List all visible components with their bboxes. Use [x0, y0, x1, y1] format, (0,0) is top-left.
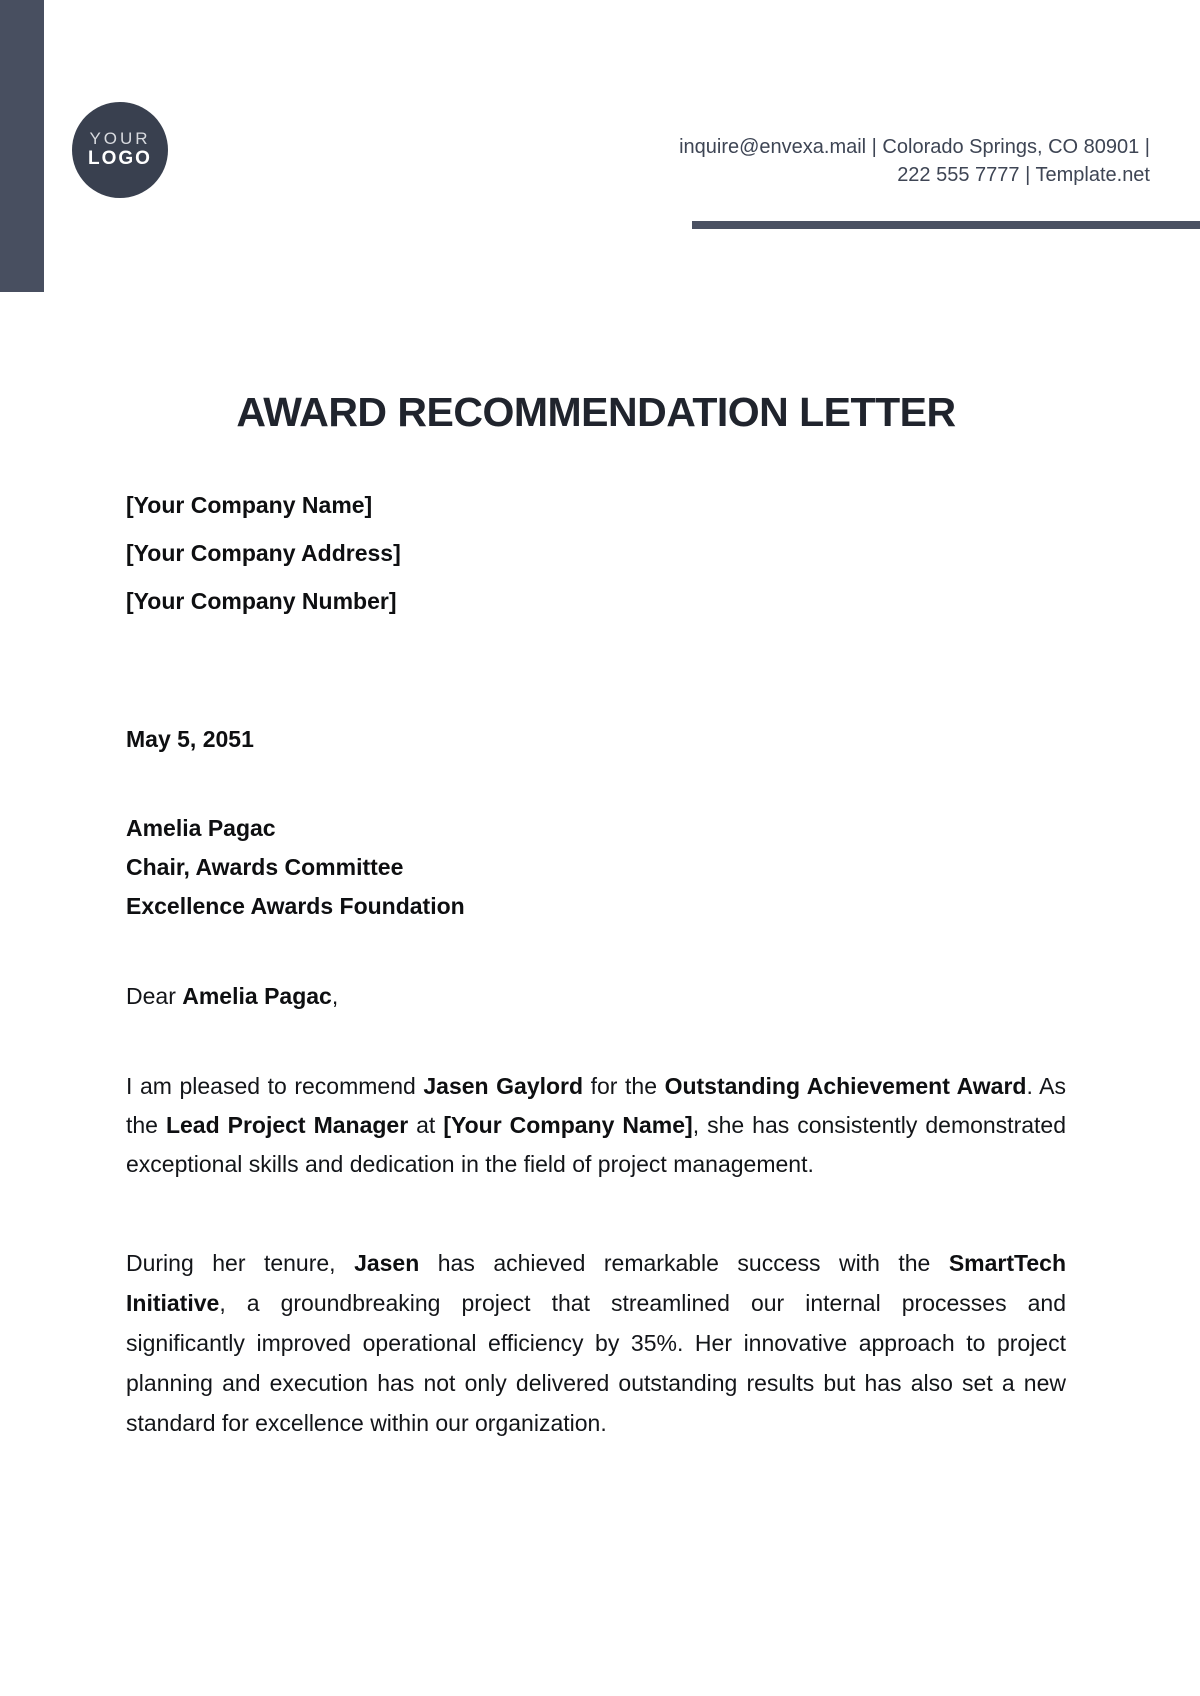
sender-company-name: [Your Company Name]: [126, 492, 373, 518]
salutation-suffix: ,: [331, 983, 339, 1009]
text-run: standard for excellence within our organization.: [126, 1410, 607, 1436]
recipient-block: [126, 814, 1066, 920]
bold-text-run: Jasen Gaylord: [423, 1073, 584, 1099]
bold-text-run: Outstanding Achievement Award: [664, 1073, 1027, 1099]
bold-text-run: Jasen: [354, 1250, 420, 1276]
contact-line-2: 222 555 7777 | Template.net: [897, 164, 1150, 186]
salutation: [126, 982, 1066, 1010]
recipient-title: Chair, Awards Committee: [126, 854, 404, 880]
text-run: During her tenure,: [126, 1250, 355, 1276]
text-run: the: [126, 1112, 166, 1138]
corner-accent-strip: [0, 0, 44, 292]
recipient-organization: Excellence Awards Foundation: [126, 893, 465, 919]
paragraph-1: [126, 1067, 1066, 1184]
logo-your-text: YOUR: [89, 129, 151, 148]
text-run: for the: [583, 1073, 665, 1099]
paragraph-line: [126, 1323, 1066, 1363]
bold-text-run: SmartTech: [948, 1250, 1066, 1276]
paragraph-line: [126, 1145, 1066, 1184]
text-run: , a groundbreaking project that streamlined our internal processes and: [219, 1290, 1066, 1316]
salutation-prefix: Dear: [126, 983, 183, 1009]
contact-line-1: inquire@envexa.mail | Colorado Springs, CO 80901 |: [679, 136, 1150, 158]
date-line: May 5, 2051: [126, 726, 254, 752]
paragraph-line: [126, 1106, 1066, 1145]
logo-logo-text: LOGO: [88, 148, 152, 169]
bold-text-run: [Your Company Name]: [443, 1112, 693, 1138]
bold-text-run: Initiative: [126, 1290, 220, 1316]
bold-text-run: Lead Project Manager: [165, 1112, 409, 1138]
text-run: has achieved remarkable success with the: [419, 1250, 949, 1276]
text-run: , she has consistently demonstrated: [692, 1112, 1066, 1138]
salutation-name: Amelia Pagac: [182, 983, 332, 1009]
recipient-name: Amelia Pagac: [126, 815, 276, 841]
sender-company-address: [Your Company Address]: [126, 540, 401, 566]
paragraph-line: [126, 1283, 1066, 1323]
sender-company-number: [Your Company Number]: [126, 588, 397, 614]
paragraph-line: [126, 1363, 1066, 1403]
paragraph-2: [126, 1243, 1066, 1443]
text-run: significantly improved operational efficiency by 35%. Her innovative approach to project: [126, 1330, 1066, 1356]
page-title: AWARD RECOMMENDATION LETTER: [236, 389, 956, 435]
text-run: exceptional skills and dedication in the field of project management.: [126, 1151, 814, 1177]
paragraph-line: [126, 1067, 1066, 1106]
text-run: at: [408, 1112, 444, 1138]
paragraph-line: [126, 1243, 1066, 1283]
text-run: I am pleased to recommend: [126, 1073, 424, 1099]
paragraph-line: [126, 1403, 1066, 1443]
sender-block: [126, 491, 1066, 615]
text-run: planning and execution has not only delivered outstanding results but has also set a new: [126, 1370, 1066, 1396]
text-run: . As: [1026, 1073, 1067, 1099]
letter-body: [126, 0, 1066, 1443]
